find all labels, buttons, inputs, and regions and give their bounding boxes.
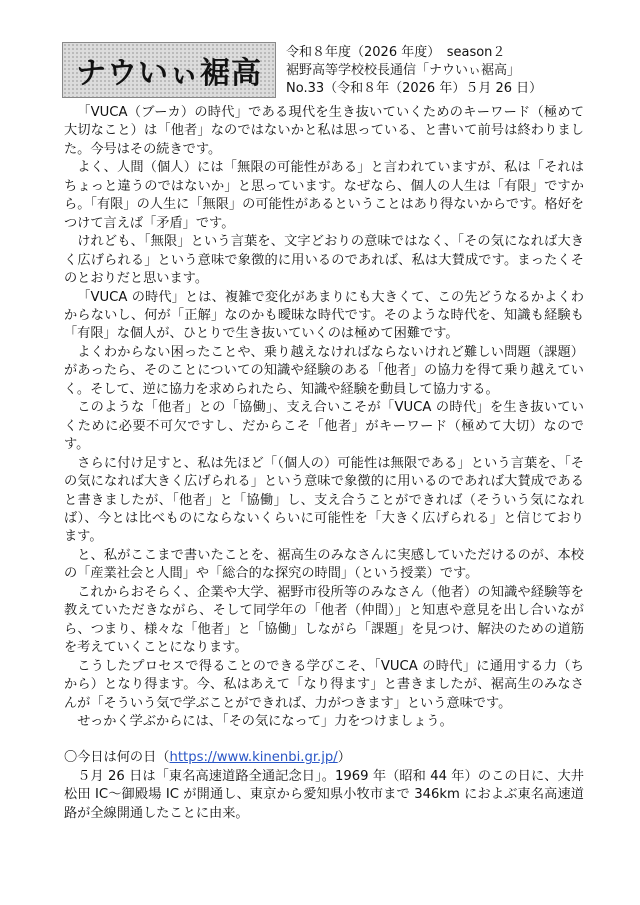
article-body <box>64 104 584 823</box>
today-heading <box>64 749 584 767</box>
issue-publication: 裾野高等学校校長通信「ナウいぃ裾高」 <box>286 63 521 78</box>
paragraph: このような「他者」との「協働」、支え合いこそが「VUCA の時代」を生き抜いていくために必要不可欠ですし、だからこそ「他者」がキーワード（極めて大切）なのです。 <box>64 400 584 453</box>
paragraph: さらに付け足すと、私は先ほど「（個人の）可能性は無限である」という言葉を、「その気になれば大きく広げられる」という意味で象徴的に用いるのであれば大賛成であると書きましたが、「他者」と「協働」し、支え合うことができれば（そういう気になれば）、今とは比べものにならないくらいに可能性を「大きく広げられる」と信じております。 <box>64 455 584 545</box>
issue-info <box>286 44 586 98</box>
masthead <box>62 42 276 98</box>
masthead-title: ナウいぃ裾高 <box>76 56 262 91</box>
newsletter-header <box>62 42 582 98</box>
paragraph: 「VUCA（ブーカ）の時代」である現代を生き抜いていくためのキーワード（極めて大切なこと）は「他者」なのではないかと私は思っている、と書いて前号は終わりました。今号はその続きです。 <box>64 105 584 157</box>
paragraph: よくわからない困ったことや、乗り越えなければならないけれど難しい問題（課題）があったら、そのことについての知識や経験のある「他者」の協力を得て乗り越えていく。そして、逆に協力を求められたら、知識や経験を動員して協力する。 <box>64 344 584 397</box>
paragraph: よく、人間（個人）には「無限の可能性がある」と言われていますが、私は「それはちょっと違うのではないか」と思っています。なぜなら、個人の人生は「有限」ですから。「有限」の人生に「無限」の可能性があるということはあり得ないからです。格好をつけて言えば「矛盾」です。 <box>64 160 584 231</box>
paragraph: せっかく学ぶからには、「その気になって」力をつけましょう。 <box>77 713 453 729</box>
paragraph: けれども、「無限」という言葉を、文字どおりの意味ではなく、「その気になれば大きく広げられる」という意味で象徴的に用いるのであれば、私は大賛成です。まったくそのとおりだと思います。 <box>64 234 584 287</box>
today-heading-prefix: 〇今日は何の日（ <box>64 750 170 766</box>
section-gap <box>64 731 584 749</box>
paragraph: 「VUCA の時代」とは、複雑で変化があまりにも大きくて、この先どうなるかよくわからないし、何が「正解」なのかも曖昧な時代です。そのような時代を、知識も経験も「有限」な個人が、ひとりで生き抜いていくのは極めて困難です。 <box>64 289 584 342</box>
paragraph: と、私がここまで書いたことを、裾高生のみなさんに実感していただけるのが、本校の「産業社会と人間」や「総合的な探究の時間」（という授業）です。 <box>64 547 584 582</box>
paragraph: こうしたプロセスで得ることのできる学びこそ、「VUCA の時代」に通用する力（ちから）となり得ます。今、私はあえて「なり得ます」と書きましたが、裾高生のみなさんが「そういう気で学ぶことができれば、力がつきます」という意味です。 <box>64 658 584 711</box>
issue-number-date: No.33（令和８年（2026 年）５月 26 日） <box>286 81 543 96</box>
issue-year: 令和８年度（2026 年度） season２ <box>286 45 506 60</box>
paragraph: これからおそらく、企業や大学、裾野市役所等のみなさん（他者）の知識や経験等を教えていただきながら、そして同学年の「他者（仲間）」と知恵や意見を出し合いながら、つまり、様々な「他者」と「協働」しながら「課題」を見つけ、解決のための道筋を考えていくことになります。 <box>64 584 584 656</box>
today-heading-suffix: ） <box>337 750 351 766</box>
kinenbi-link[interactable]: https://www.kinenbi.gr.jp/ <box>169 750 338 766</box>
today-text: ５月 26 日は「東名高速道路全通記念日」。1969 年（昭和 44 年）のこの日に、大井松田 IC～御殿場 IC が開通し、東京から愛知県小牧市まで 346km におよぶ東名高速道路が全線開通したことに由来。 <box>64 768 584 821</box>
